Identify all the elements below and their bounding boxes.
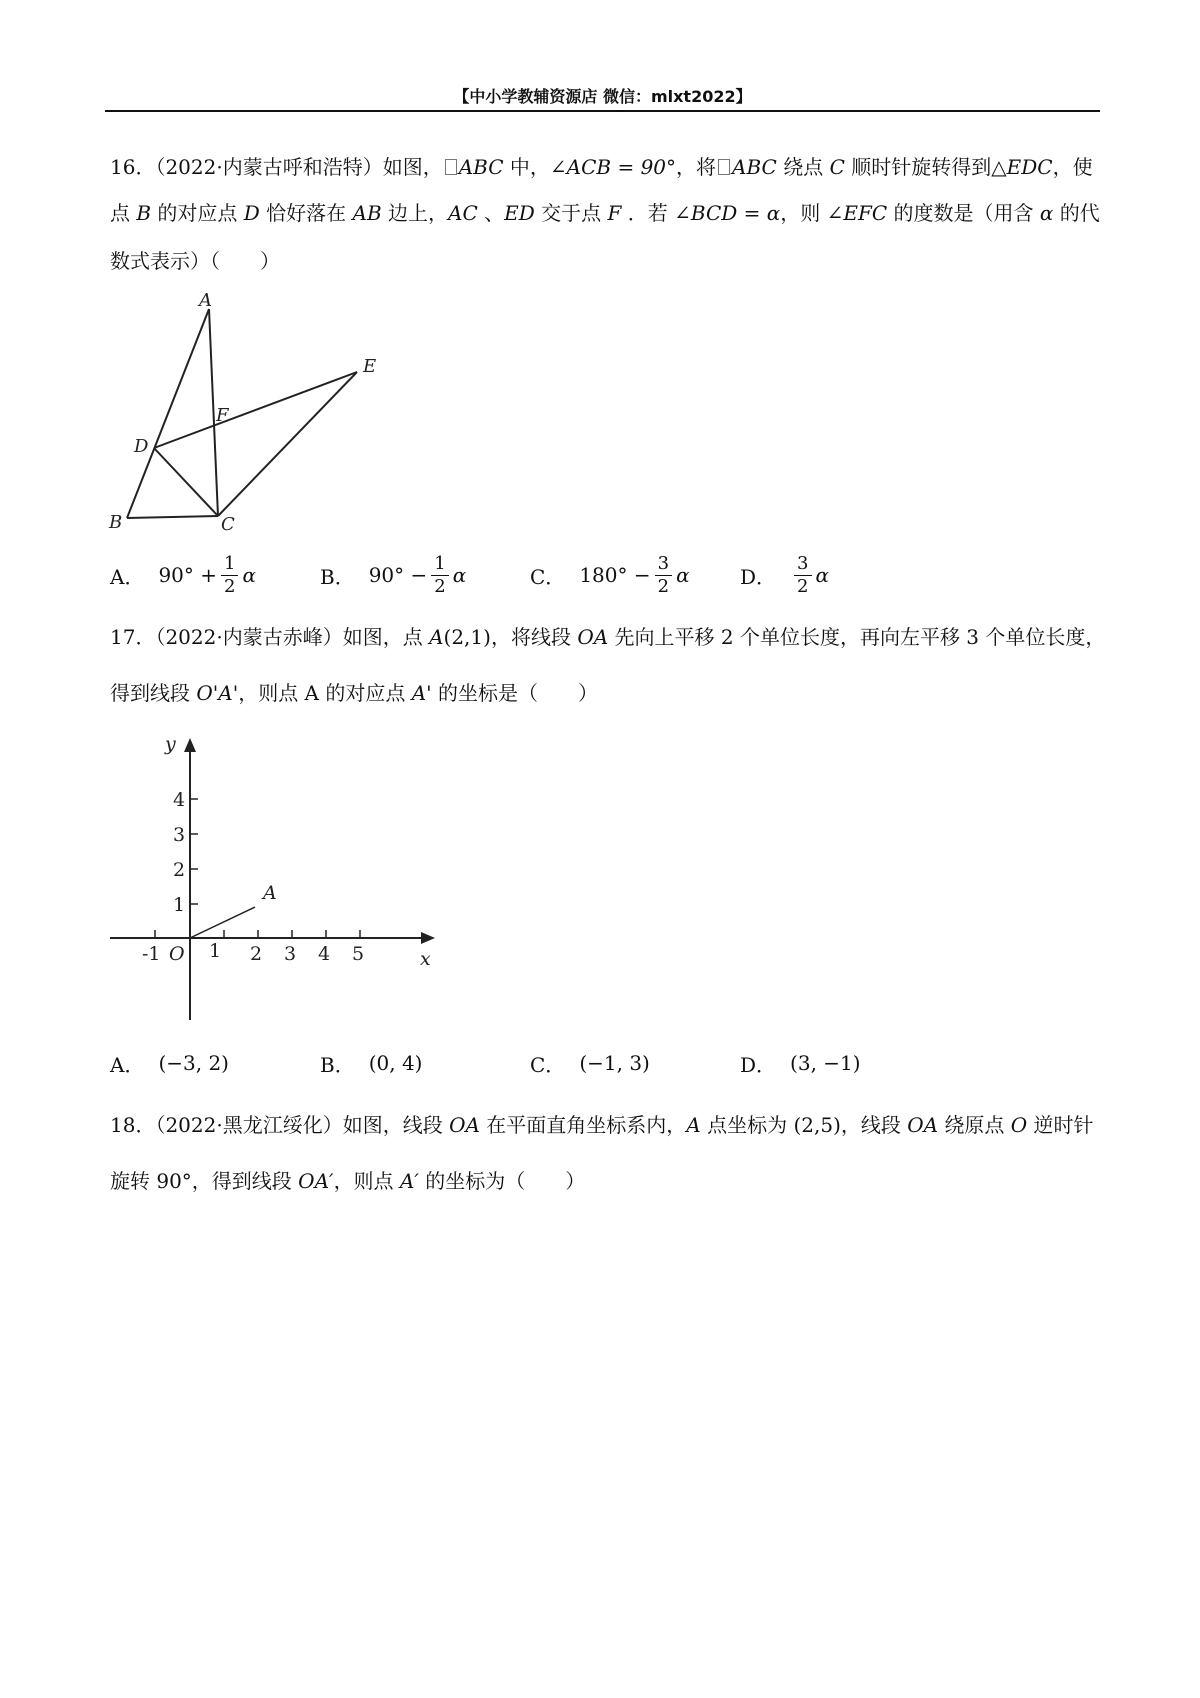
q18-line-2 <box>110 1166 1100 1196</box>
q17-line-2 <box>110 678 1100 708</box>
q16-text: ，则 <box>780 201 827 225</box>
q17-text: 的坐标是（ ） <box>431 681 599 705</box>
denominator: 2 <box>657 575 670 597</box>
q18-math: OA′ <box>298 1169 334 1193</box>
numerator: 1 <box>221 553 238 576</box>
q17-coordinate-figure <box>105 730 445 1030</box>
option-suffix: α <box>242 563 256 587</box>
q17-math: A' <box>411 681 432 705</box>
q16-source: （2022·内蒙古呼和浩特） <box>155 155 383 179</box>
x-tick-label-neg1: -1 <box>142 943 161 965</box>
q16-math: AB <box>352 201 382 225</box>
q17-options <box>110 1033 1100 1093</box>
option-prefix: 90° + <box>158 563 218 587</box>
missing-glyph-box <box>445 159 457 175</box>
option-label: A． <box>110 1052 145 1077</box>
option-suffix: α <box>815 563 830 587</box>
q18-math: (2,5) <box>793 1113 841 1137</box>
q17-math: A <box>429 625 444 649</box>
q16-text: 恰好落在 <box>259 201 353 225</box>
denominator: 2 <box>434 575 446 597</box>
segment-ab <box>127 309 209 518</box>
option-suffix: α <box>452 563 467 587</box>
option-label: C． <box>530 564 566 589</box>
denominator: 2 <box>224 575 236 597</box>
q16-option-d[interactable] <box>740 545 829 605</box>
q16-text: 点 <box>110 201 137 225</box>
denominator: 2 <box>797 575 809 597</box>
label-b: B <box>109 512 123 533</box>
option-label: B． <box>320 564 355 589</box>
q17-text: ，则点 A 的对应点 <box>238 681 412 705</box>
q18-text: 的坐标为（ ） <box>418 1169 586 1193</box>
segment-bc <box>127 516 218 518</box>
q18-line-1 <box>110 1110 1100 1140</box>
q17-option-d[interactable] <box>740 1033 861 1093</box>
missing-glyph-box <box>718 159 730 175</box>
q16-text: 边上， <box>381 201 449 225</box>
fraction <box>655 553 672 598</box>
q16-math: △EDC <box>991 155 1053 179</box>
q18-math: OA <box>907 1113 939 1137</box>
q17-text: 得到线段 <box>110 681 197 705</box>
y-tick-label-3: 3 <box>173 824 186 846</box>
q17-number: 17． <box>110 625 156 649</box>
segment-oa <box>190 907 255 938</box>
q16-text: 、 <box>477 201 505 225</box>
label-a: A <box>199 290 212 311</box>
q16-math: F <box>607 201 622 225</box>
fraction <box>431 553 448 598</box>
x-tick-label-4: 4 <box>318 943 331 965</box>
option-value: (0, 4) <box>368 1051 423 1075</box>
y-tick-label-1: 1 <box>173 894 186 916</box>
x-tick-label-2: 2 <box>250 943 263 965</box>
q18-text: 绕原点 <box>938 1113 1011 1137</box>
x-tick-label-5: 5 <box>352 943 365 965</box>
option-value: (−1, 3) <box>579 1051 650 1075</box>
q18-text: 如图，线段 <box>342 1113 450 1137</box>
header-rule <box>105 110 1100 112</box>
q18-text: ，线段 <box>840 1113 908 1137</box>
numerator: 1 <box>431 553 448 576</box>
q16-math: ABC <box>458 155 504 179</box>
x-axis-arrow <box>421 932 435 944</box>
q18-source: （2022·黑龙江绥化） <box>155 1113 343 1137</box>
q17-math: OA <box>577 625 609 649</box>
segment-de <box>154 372 357 448</box>
q18-math: O <box>1010 1113 1028 1137</box>
q18-text: 旋转 90°，得到线段 <box>110 1169 299 1193</box>
option-label: C． <box>530 1052 566 1077</box>
x-axis-label: x <box>420 948 431 970</box>
option-value: (−3, 2) <box>158 1051 229 1075</box>
label-d: D <box>134 436 149 457</box>
q16-number: 16． <box>110 155 156 179</box>
fraction <box>221 553 238 598</box>
y-tick-label-2: 2 <box>173 859 186 881</box>
q18-text: 点坐标为 <box>700 1113 794 1137</box>
q16-option-b[interactable] <box>320 545 466 605</box>
option-value: (3, −1) <box>790 1051 861 1075</box>
q16-triangle-figure <box>105 290 405 535</box>
y-axis-label: y <box>165 733 176 755</box>
q16-math: ∠ACB = 90° <box>549 155 677 179</box>
option-prefix: 90° − <box>368 563 428 587</box>
page-header: 【中小学教辅资源店 微信：mlxt2022】 <box>453 87 752 106</box>
q16-text: 的对应点 <box>151 201 244 225</box>
q18-math: A <box>686 1113 701 1137</box>
q16-line-1 <box>110 152 1100 182</box>
q17-source: （2022·内蒙古赤峰） <box>155 625 343 649</box>
q17-option-a[interactable] <box>110 1033 229 1093</box>
q16-text: 交于点 <box>534 201 608 225</box>
q16-math: AC <box>448 201 478 225</box>
q16-math: ABC <box>732 155 777 179</box>
q16-math: ED <box>504 201 535 225</box>
q18-math: OA <box>449 1113 480 1137</box>
segment-ec <box>218 372 357 516</box>
q16-line-2 <box>110 198 1100 228</box>
fraction <box>794 553 811 598</box>
x-tick-label-3: 3 <box>284 943 297 965</box>
q16-option-c[interactable] <box>530 545 690 605</box>
q16-text: ．若 <box>621 201 675 225</box>
point-a-label: A <box>263 882 277 904</box>
label-e: E <box>363 356 377 377</box>
q18-text: 逆时针 <box>1027 1113 1094 1137</box>
q16-math: B <box>136 201 152 225</box>
option-label: B． <box>320 1052 355 1077</box>
q17-math: O'A' <box>196 681 239 705</box>
q17-option-b[interactable] <box>320 1033 422 1093</box>
q16-text: ，将 <box>676 155 717 179</box>
option-label: D． <box>740 1052 777 1077</box>
option-label: A． <box>110 564 145 589</box>
q16-text: 的度数是（用含 <box>887 201 1040 225</box>
q17-math: (2,1) <box>443 625 491 649</box>
q16-option-a[interactable] <box>110 545 256 605</box>
q16-text: 顺时针旋转得到 <box>844 155 992 179</box>
option-suffix: α <box>676 563 690 587</box>
q16-text: 绕点 <box>776 155 830 179</box>
q17-text: ，将线段 <box>490 625 578 649</box>
label-f: F <box>216 405 229 426</box>
q18-text: ，则点 <box>333 1169 400 1193</box>
numerator: 3 <box>794 553 811 576</box>
q17-option-c[interactable] <box>530 1033 650 1093</box>
origin-label: O <box>169 943 185 965</box>
option-label: D． <box>740 564 777 589</box>
q16-math: α <box>1039 201 1054 225</box>
segment-dc <box>154 448 218 516</box>
y-axis-arrow <box>184 738 196 752</box>
q17-text: 先向上平移 2 个单位长度，再向左平移 3 个单位长度， <box>608 625 1106 649</box>
label-c: C <box>221 514 235 535</box>
q16-text: ，使 <box>1052 155 1093 179</box>
q16-math: ∠BCD = α <box>674 201 781 225</box>
q17-line-1 <box>110 622 1106 652</box>
q17-text: 如图，点 <box>342 625 430 649</box>
q16-text: 如图， <box>382 155 443 179</box>
q16-line-3: 数式表示）（ ） <box>110 249 280 273</box>
q18-number: 18． <box>110 1113 156 1137</box>
q18-math: A′ <box>399 1169 419 1193</box>
q16-options <box>110 545 1100 605</box>
q16-math: ∠EFC <box>826 201 888 225</box>
option-prefix: 180° − <box>579 563 651 587</box>
q16-text: 的代 <box>1053 201 1100 225</box>
numerator: 3 <box>655 553 672 576</box>
q16-math: C <box>829 155 845 179</box>
q16-math: D <box>243 201 260 225</box>
q18-text: 在平面直角坐标系内， <box>479 1113 687 1137</box>
q16-text: 中， <box>503 155 550 179</box>
y-tick-label-4: 4 <box>173 789 186 811</box>
x-tick-label-1: 1 <box>209 940 222 962</box>
